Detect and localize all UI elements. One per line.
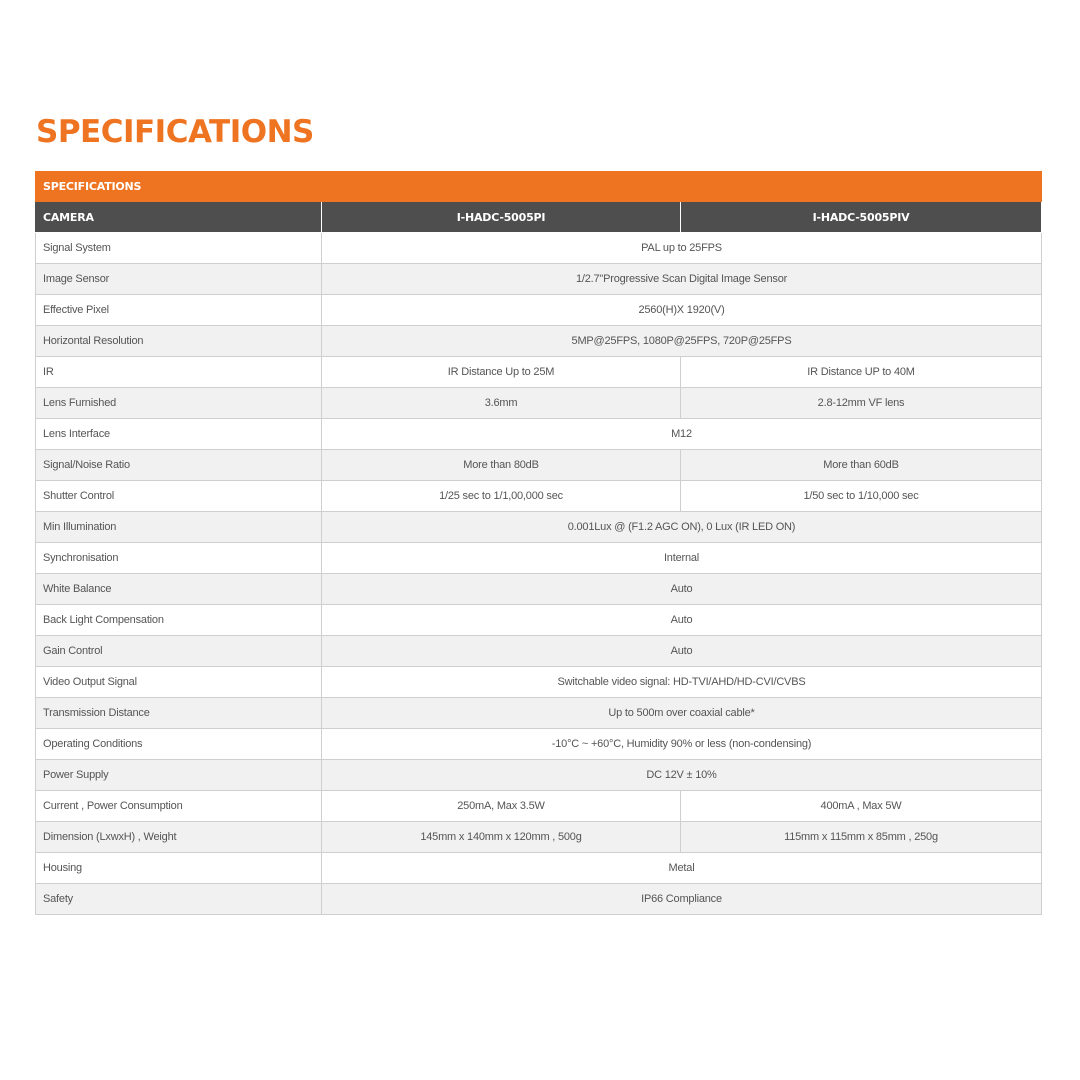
table-row [36, 326, 1042, 357]
row-value-shared: Up to 500m over coaxial cable* [322, 698, 1042, 729]
row-value-model-2: More than 60dB [681, 450, 1042, 481]
row-label: Shutter Control [36, 481, 322, 512]
row-label: Image Sensor [36, 264, 322, 295]
row-value-model-1: 3.6mm [322, 388, 681, 419]
row-label: Housing [36, 853, 322, 884]
row-value-shared: DC 12V ± 10% [322, 760, 1042, 791]
row-label: Synchronisation [36, 543, 322, 574]
row-label: Gain Control [36, 636, 322, 667]
row-label: White Balance [36, 574, 322, 605]
row-label: Signal/Noise Ratio [36, 450, 322, 481]
row-value-model-1: 1/25 sec to 1/1,00,000 sec [322, 481, 681, 512]
row-label: Signal System [36, 233, 322, 264]
header-camera: CAMERA [36, 202, 322, 233]
header-model-2: I-HADC-5005PIV [681, 202, 1042, 233]
row-label: Back Light Compensation [36, 605, 322, 636]
row-label: Current , Power Consumption [36, 791, 322, 822]
row-label: Horizontal Resolution [36, 326, 322, 357]
row-label: Video Output Signal [36, 667, 322, 698]
row-value-shared: Auto [322, 574, 1042, 605]
table-row [36, 388, 1042, 419]
row-value-model-2: 2.8-12mm VF lens [681, 388, 1042, 419]
table-row [36, 698, 1042, 729]
row-value-shared: Auto [322, 636, 1042, 667]
table-row [36, 605, 1042, 636]
row-value-model-1: IR Distance Up to 25M [322, 357, 681, 388]
table-row [36, 760, 1042, 791]
table-row [36, 543, 1042, 574]
header-model-1: I-HADC-5005PI [322, 202, 681, 233]
row-value-model-1: 145mm x 140mm x 120mm , 500g [322, 822, 681, 853]
row-value-model-2: 400mA , Max 5W [681, 791, 1042, 822]
row-label: Power Supply [36, 760, 322, 791]
row-value-shared: 1/2.7"Progressive Scan Digital Image Sensor [322, 264, 1042, 295]
row-value-model-1: More than 80dB [322, 450, 681, 481]
table-row [36, 636, 1042, 667]
table-row [36, 295, 1042, 326]
specifications-table [35, 171, 1042, 915]
row-label: IR [36, 357, 322, 388]
row-value-model-1: 250mA, Max 3.5W [322, 791, 681, 822]
row-value-shared: IP66 Compliance [322, 884, 1042, 915]
table-row [36, 667, 1042, 698]
table-row [36, 822, 1042, 853]
table-row [36, 512, 1042, 543]
table-row [36, 450, 1042, 481]
row-value-shared: 2560(H)X 1920(V) [322, 295, 1042, 326]
row-value-model-2: IR Distance UP to 40M [681, 357, 1042, 388]
page-title: SPECIFICATIONS [36, 114, 314, 150]
row-value-shared: 0.001Lux @ (F1.2 AGC ON), 0 Lux (IR LED ON) [322, 512, 1042, 543]
table-row [36, 357, 1042, 388]
row-value-shared: 5MP@25FPS, 1080P@25FPS, 720P@25FPS [322, 326, 1042, 357]
table-row [36, 264, 1042, 295]
row-label: Safety [36, 884, 322, 915]
row-label: Effective Pixel [36, 295, 322, 326]
row-value-model-2: 1/50 sec to 1/10,000 sec [681, 481, 1042, 512]
table-row [36, 853, 1042, 884]
row-label: Lens Interface [36, 419, 322, 450]
row-value-shared: -10°C ~ +60°C, Humidity 90% or less (non-condensing) [322, 729, 1042, 760]
row-value-shared: PAL up to 25FPS [322, 233, 1042, 264]
table-header-row [36, 202, 1042, 233]
table-row [36, 574, 1042, 605]
row-value-shared: M12 [322, 419, 1042, 450]
row-label: Operating Conditions [36, 729, 322, 760]
table-banner: SPECIFICATIONS [36, 172, 1042, 202]
table-row [36, 481, 1042, 512]
row-label: Transmission Distance [36, 698, 322, 729]
row-value-shared: Internal [322, 543, 1042, 574]
row-value-shared: Auto [322, 605, 1042, 636]
row-value-model-2: 115mm x 115mm x 85mm , 250g [681, 822, 1042, 853]
row-value-shared: Metal [322, 853, 1042, 884]
table-row [36, 233, 1042, 264]
table-row [36, 791, 1042, 822]
table-body [36, 233, 1042, 915]
table-row [36, 729, 1042, 760]
row-value-shared: Switchable video signal: HD-TVI/AHD/HD-CVI/CVBS [322, 667, 1042, 698]
row-label: Dimension (LxwxH) , Weight [36, 822, 322, 853]
table-row [36, 419, 1042, 450]
table-banner-row [36, 172, 1042, 202]
row-label: Lens Furnished [36, 388, 322, 419]
row-label: Min Illumination [36, 512, 322, 543]
table-row [36, 884, 1042, 915]
